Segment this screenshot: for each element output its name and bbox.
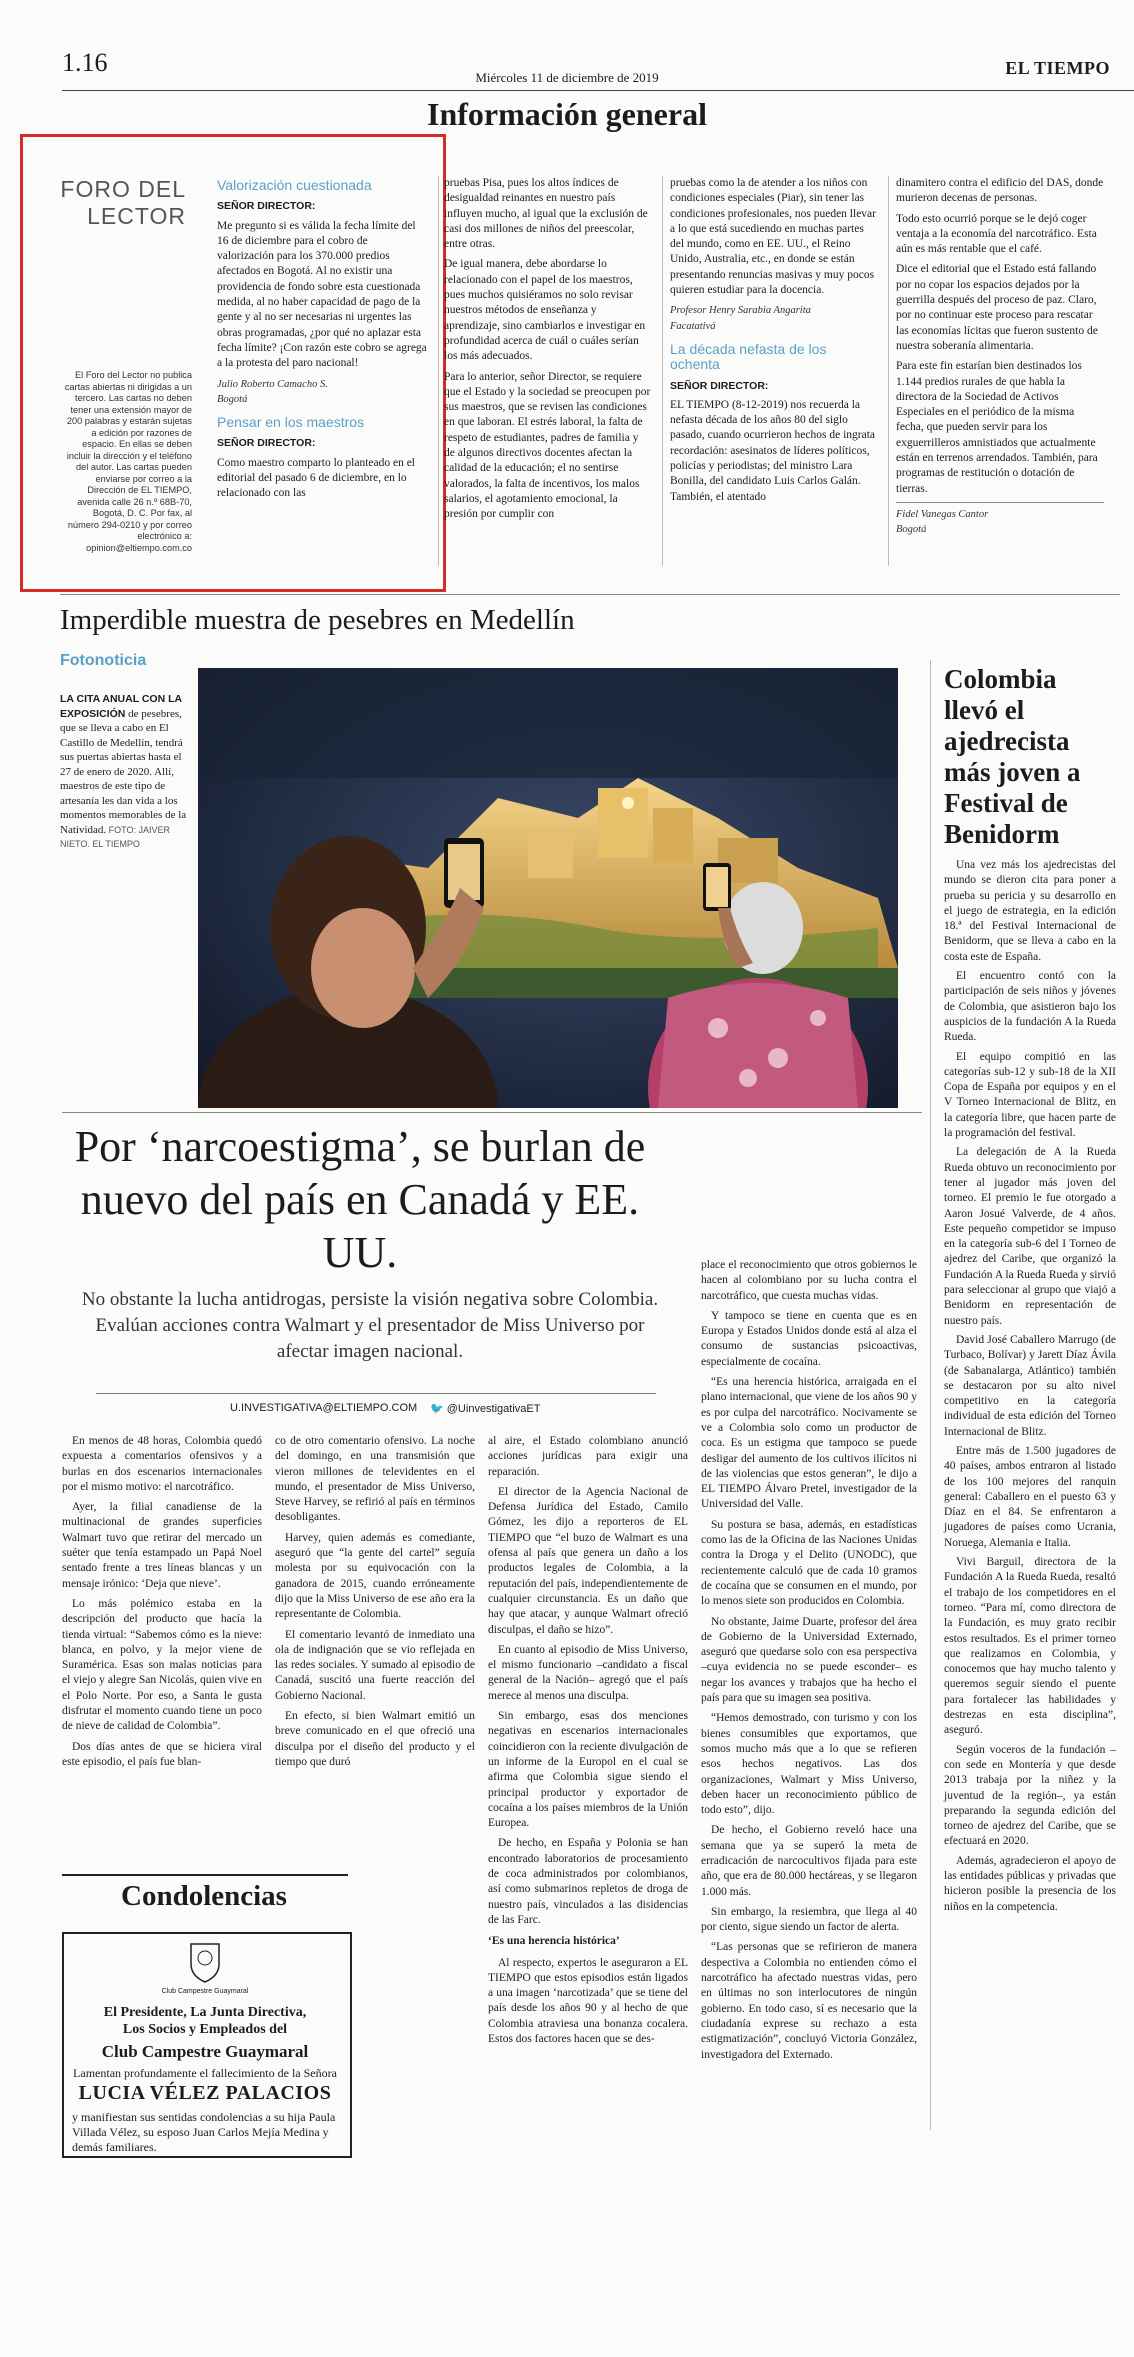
letter-subhead: Pensar en los maestros (217, 414, 365, 431)
club-logo-text: Club Campestre Guaymaral (161, 1988, 249, 1995)
chess-paragraph: Una vez más los ajedrecistas del mundo se dieron cita para poner a prueba su pericia y su desarrollo en el juego de estrategia, en la edición 18.ª del Festival Internacional de Benidorm, que se lleva a cabo en la costa este de España. (944, 859, 1116, 963)
condolence-line: Los Socios y Empleados del (122, 2022, 288, 2037)
narco-paragraph: Y tampoco se tiene en cuenta que es en Europa y Estados Unidos donde está al alza el consumo de sustancias psicoactivas, especialmente de cocaína. (701, 1309, 917, 1368)
club-logo-icon (185, 1940, 225, 1989)
letter-paragraph: Para lo anterior, señor Director, se requiere que el Estado y la sociedad se preocupen por sus maestros, que se revisen las condiciones en que laboran. El estrés laboral, la falta de respeto de estudiantes, padres de familia y de algunos directivos docentes afectan la calidad de la educación; el no sentirse valorados, la falta de incentivos, los malos salarios, el agotamiento emocional, la presión por cumplir con (444, 370, 651, 521)
author-email: U.INVESTIGATIVA@ELTIEMPO.COM (230, 1402, 418, 1414)
twitter-handle: @UinvestigativaET (446, 1403, 541, 1415)
caption-body: de pesebres, que se lleva a cabo en El Castillo de Medellín, tendrá sus puertas abiertas hasta el 27 de enero de 2020. Allí, maestros de este tipo de artesanía les dan vida a los momentos memorables de la Natividad. (60, 707, 187, 836)
narco-paragraph: Ayer, la filial canadiense de la multinacional de grandes superficies Walmart tuvo que retirar del mercado un suéter que tenía estampado un Papá Noel sentado frente a tres líneas blancas y un mensaje irónico: ‘Deja que nieve’. (62, 1501, 262, 1590)
forum-column-1 (217, 176, 427, 507)
narco-paragraph: De hecho, en España y Polonia se han encontrado laboratorios de procesamiento de coca administrados por colombianos, así como submarinos repletos de droga de nuestro país, vinculados a las disidencias de las Farc. (488, 1837, 688, 1926)
photo-caption (60, 692, 188, 852)
condolence-lament: Lamentan profundamente el fallecimiento de la Señora (73, 2066, 337, 2080)
section-title: Información general (427, 96, 707, 132)
narco-column-2 (275, 1434, 475, 1775)
chess-article-body (944, 858, 1116, 1919)
club-name: Club Campestre Guaymaral (101, 2042, 309, 2061)
letter-paragraph: De igual manera, debe abordarse lo relacionado con el papel de los maestros, pues muchos quisiéramos no solo revisar nuestros métodos de enseñanza y aprendizaje, sino cambiarlos e investigar en profundidad acerca de cuál o cuáles serían los más adecuados. (444, 258, 646, 363)
column-divider (438, 176, 439, 566)
narco-paragraph: Su postura se basa, además, en estadísticas como las de la Oficina de las Naciones Unidas contra la Droga y el Delito (UNODC), que recientemente calculó que de cada 10 gramos de cocaína que se consumen en el mundo, por lo menos siete son producidos en Colombia. (701, 1518, 917, 1608)
forum-column-3 (670, 176, 878, 510)
header-rule (62, 90, 1134, 91)
letter-subhead: La década nefasta de los ochenta (670, 340, 827, 373)
column-divider (662, 176, 663, 566)
narco-paragraph: De hecho, el Gobierno reveló hace una semana que ya se superó la meta de erradicación de narcocultivos fijada para este año, que era de 80.000 hectáreas, y se llegaron 1.000 más. (701, 1824, 917, 1898)
narco-paragraph: Al respecto, expertos le aseguraron a EL TIEMPO que estos episodios están ligados a una imagen ‘narcotizada’ que se tiene del país desde los años 90 y al hecho de que Colombia atraviesa una bonanza cocalera. Estos dos factores hacen que se des- (488, 1956, 688, 2045)
fotonoticia-label: Fotonoticia (60, 652, 147, 669)
byline-rule (96, 1393, 656, 1394)
letter-salutation: SEÑOR DIRECTOR: (217, 200, 316, 213)
forum-title: FORO DEL LECTOR (60, 176, 186, 229)
letter-paragraph: pruebas como la de atender a los niños con condiciones especiales (Piar), sin tener las condiciones profesionales, nos pueden llevar a lo que está sucediendo en muchas partes del mundo, como en EE. UU., el Reino Unido, Australia, etc., en donde se están presentando renuncias masivas y muy pocos quieren estudiar para la docencia. (670, 177, 876, 297)
condolences-rule (62, 1874, 348, 1876)
club-crest-icon (185, 1940, 225, 1984)
narco-column-4 (701, 1258, 917, 2068)
narco-paragraph: “Las personas que se refirieron de manera despectiva a Colombia no entienden cómo el narcotráfico ha afectado nuestras vidas, pero en últimas no son interlocutores de ningún gobierno. En todo caso, sí es necesario que la ciudadanía exprese su rechazo a esta estigmatización”, concluyó Victoria González, investigadora del Externado. (701, 1941, 917, 2061)
narco-column-1 (62, 1434, 262, 1775)
letter-paragraph: Todo esto ocurrió porque se le dejó coger ventaja a la economía del narcotráfico. Esta aún es más rentable que el café. (896, 212, 1097, 256)
photo-credit: FOTO: JAIVER NIETO. EL TIEMPO (60, 824, 170, 849)
letter-salutation: SEÑOR DIRECTOR: (217, 437, 316, 450)
narco-subhead: ‘Es una herencia histórica’ (488, 1935, 620, 1948)
chess-paragraph: Vivi Barguil, directora de la Fundación A la Rueda Rueda, resaltó el trabajo de los competidores en el torneo. “Para mí, como directora de la Fundación, es muy grato recibir estos resultados. Es el primer torneo que realizamos en Colombia, y conocemos que hay mucho talento y queremos seguir siendo el puente para fortalecer las habilidades y destrezas en esta disciplina”, aseguró. (944, 1556, 1116, 1737)
narco-paragraph: No obstante, Jaime Duarte, profesor del área de Gobierno de la Universidad Externado, aseguró que quedarse solo con esa perspectiva –cuya evidencia no se puede esconder– es negar los avances y trabajos que ha hecho el país para que su imagen sea positiva. (701, 1615, 917, 1705)
chess-paragraph: Según voceros de la fundación –con sede en Montería y que desde 2013 trabaja por la niñez y la juventud de la región–, ya están preparando la segunda edición del torneo de ajedrez del Caribe, que se efectuará en 2020. (944, 1743, 1116, 1848)
pesebres-headline: Imperdible muestra de pesebres en Medellín (60, 604, 575, 636)
narco-headline: Por ‘narcoestigma’, se burlan de nuevo del país en Canadá y EE. UU. (74, 1122, 646, 1277)
letter-paragraph: Me pregunto si es válida la fecha límite del 16 de diciembre para el cobro de valorización para los 370.000 predios afectados en Bogotá. Al no existir una providencia de fondo sobre esta cuestionada medida, al no haber capacidad de pago de la gente y al no ser necesarias ni urgentes las obras programadas, ¿por qué no aplazar esta fecha límite? ¡Con razón este cobro se agrega a la protesta del paro nacional! (217, 219, 427, 370)
narco-paragraph: En cuanto al episodio de Miss Universo, el mismo funcionario –candidato a fiscal general de la Nación– agregó que el país merece al menos una disculpa. (488, 1643, 688, 1702)
column-divider (930, 660, 931, 2130)
narco-paragraph: place el reconocimiento que otros gobiernos le hacen al colombiano por su lucha contra el narcotráfico, que cuesta muchas vidas. (701, 1259, 917, 1302)
letter-paragraph: Como maestro comparto lo planteado en el editorial del pasado 6 de diciembre, en lo relacionado con las (217, 456, 415, 500)
chess-paragraph: Entre más de 1.500 jugadores de 40 países, ambos entraron al listado de los 100 mejores del ranquin general: Caballero en el puesto 63 y Díaz en el 84. Se enfrentaron a jugadores de países como Ucrania, Noruega, Alemania e Italia. (944, 1444, 1116, 1549)
twitter-icon: 🐦 (430, 1403, 447, 1415)
condolence-line: El Presidente, La Junta Directiva, (103, 2005, 307, 2020)
letter-paragraph: EL TIEMPO (8-12-2019) nos recuerda la nefasta década de los años 80 del siglo pasado, cuando ocurrieron hechos de ingrata recordación: asesinatos de líderes políticos, policías y periodistas; del ministro Lara Bonilla, del candidato Luis Carlos Galán. También, el atentado (670, 398, 876, 503)
letter-subhead: Valorización cuestionada (217, 177, 372, 193)
chess-paragraph: El equipo compitió en las categorías sub-12 y sub-18 de la XII Copa de España por equipos y en el V Torneo Internacional de Blitz, en la categoría libre, que hacen parte de la programación del festival. (944, 1050, 1116, 1140)
narco-paragraph: Dos días antes de que se hiciera viral este episodio, el país fue blan- (62, 1740, 262, 1768)
author-twitter (430, 1402, 540, 1415)
chess-headline: Colombia llevó el ajedrecista más joven a Festival de Benidorm (944, 664, 1081, 849)
letter-paragraph: Para este fin estarían bien destinados los 1.144 predios rurales de que habla la directora de la Sociedad de Activos Especiales en el periódico de la misma fecha, que pueden servir para los exguerrilleros amnistiados que actualmente están en terrenos arrendados. También, para programas de restitución o dotación de tierras. (896, 360, 1098, 495)
letter-signature: Julio Roberto Camacho S. Bogotá (217, 378, 328, 405)
newspaper-brand: EL TIEMPO (1005, 58, 1110, 78)
chess-paragraph: El encuentro contó con la participación de seis niños y jóvenes de Colombia, que asistieron bajo los auspicios de la fundación A la Rueda Rueda. (944, 970, 1116, 1044)
section-rule (62, 1112, 922, 1113)
narco-paragraph: El comentario levantó de inmediato una ola de indignación que se vio reflejada en las redes sociales. Y sumado al episodio de Canadá, suscitó una fuerte reacción del Gobierno Nacional. (275, 1628, 475, 1702)
condolence-body: y manifiestan sus sentidas condolencias a su hija Paula Villada Vélez, su esposo Juan Carlos Mejía Medina y demás familiares. (72, 2110, 336, 2154)
narco-paragraph: al aire, el Estado colombiano anunció acciones jurídicas para exigir una reparación. (488, 1435, 688, 1478)
letter-paragraph: dinamitero contra el edificio del DAS, donde murieron decenas de personas. (896, 177, 1104, 205)
forum-column-2 (444, 176, 652, 528)
letter-signature: Profesor Henry Sarabia Angarita Facatativá (670, 305, 811, 332)
narco-paragraph: Sin embargo, esas dos menciones negativas en escenarios internacionales coincidieron con la reciente divulgación de un informe de la Europol en el cual se afirma que Colombia sigue siendo el principal productor y exportador de cocaína a los países miembros de la Unión Europea. (488, 1710, 688, 1830)
page-number: 1.16 (62, 48, 108, 77)
chess-paragraph: David José Caballero Marrugo (de Turbaco, Bolívar) y Jarett Díaz Ávila (de Sabanalarga, Atlántico) también se destacaron por su alto nivel competitivo en la categoría individual de esta edición del Torneo Internacional de Blitz. (944, 1333, 1116, 1438)
issue-date: Miércoles 11 de diciembre de 2019 (475, 70, 659, 85)
chess-paragraph: La delegación de A la Rueda Rueda obtuvo un reconocimiento por tener al jugador más joven del torneo. El premio le fue otorgado a Aaron Josué Valverde, de 4 años. Este pequeño competidor se impuso en la categoría sub-6 del I Torneo de ajedrez del Caribe, que organizó la Fundación A la Rueda Rueda y sirvió para seleccionar al grupo que viajó a Benidorm en representación de nuestro país. (944, 1146, 1116, 1327)
narco-paragraph: El director de la Agencia Nacional de Defensa Jurídica del Estado, Camilo Gómez, les dijo a reporteros de EL TIEMPO que “el buzo de Walmart es una ofensa al país que genera un daño a los productos legales de Colombia, a la reputación del país, independientemente de cualquier circunstancia. Es un daño que hay que atacar, y aunque Walmart ofreció disculpas, el daño se hizo”. (488, 1485, 688, 1636)
deceased-name: LUCIA VÉLEZ PALACIOS (78, 2082, 332, 2104)
narco-paragraph: co de otro comentario ofensivo. La noche del domingo, en una transmisión que vieron millones de televidentes en el mundo, el presentador de Miss Universo, Steve Harvey, se refirió al país en términos desobligantes. (275, 1435, 475, 1524)
letter-salutation: SEÑOR DIRECTOR: (670, 379, 769, 392)
forum-column-4 (896, 176, 1104, 543)
narco-paragraph: “Es una herencia histórica, arraigada en el plano internacional, que viene de los años 90 y es por culpa del narcotráfico. Nocivamente se ve a Colombia solo como un productor de coca. Es un estigma que tampoco se puede desligar del aumento de los cultivos ilícitos ni de las violencias que estos generan”, le dijo a EL TIEMPO Álvaro Pretel, investigador de la Universidad del Valle. (701, 1376, 917, 1511)
condolences-title: Condolencias (121, 1880, 287, 1912)
narco-column-3 (488, 1434, 688, 2052)
pesebre-photo-illustration (198, 668, 898, 1108)
letter-paragraph: Dice el editorial que el Estado está fallando por no copar los espacios dejados por la guerrilla después del proceso de paz. Claro, por no continuar este proceso para rescatar las economías lícitas que fueron sustento de nuestra soberanía alimentaria. (896, 263, 1098, 352)
narco-deck: No obstante la lucha antidrogas, persiste la visión negativa sobre Colombia. Evalúan acciones contra Walmart y el presentador de Miss Universo por afectar imagen nacional. (81, 1289, 659, 1362)
column-divider (888, 176, 889, 566)
narco-paragraph: Sin embargo, la resiembra, que llega al 40 por ciento, sigue siendo un factor de alerta. (701, 1905, 917, 1934)
chess-paragraph: Además, agradecieron el apoyo de las entidades públicas y privadas que hicieron posible la presencia de los niños en la competencia. (944, 1854, 1116, 1913)
forum-note: El Foro del Lector no publica cartas abiertas ni dirigidas a un tercero. Las cartas no deben tener una extensión mayor de 200 palabras y estarán sujetas a edición por razones de espacio. En ellas se deben incluir la dirección y el teléfono del autor. Las cartas pueden enviarse por correo a la Dirección de EL TIEMPO, avenida calle 26 n.º 68B-70, Bogotá, D. C. Por fax, al número 294-0210 y por correo electrónico a: opinion@eltiempo.com.co (64, 370, 192, 553)
narco-paragraph: Lo más polémico estaba en la descripción del producto que hacía la tienda virtual: “Sabemos cómo es la nieve: blanca, en polvo, y la mejor viene de Suramérica. Esas son malas noticias para el viejo y alegre San Nicolás, quien vive en el Polo Norte. Por eso, a Santa le gusta disfrutar el momento cuando tiene un poco de nieve de calidad de Colombia”. (62, 1597, 262, 1733)
pesebre-photo (198, 668, 898, 1108)
narco-paragraph: Harvey, quien además es comediante, aseguró que “la gente del cartel” seguía molesta por su equivocación con la ganadora de 2015, cuando erróneamente dijo que la Miss Universo de ese año era la representante de Colombia. (275, 1531, 475, 1621)
narco-paragraph: “Hemos demostrado, con turismo y con los bienes consumibles que exportamos, que somos mucho más que a lo que se refieren esos hechos negativos. Las dos organizaciones, Walmart y Miss Universo, deben hacer un reconocimiento público de todo esto”, dijo. (701, 1712, 917, 1817)
caption-lead: LA CITA ANUAL CON LA EXPOSICIÓN (60, 693, 182, 720)
narco-paragraph: En menos de 48 horas, Colombia quedó expuesta a comentarios ofensivos y a burlas en dos escenarios internacionales por el mismo motivo: el narcotráfico. (62, 1435, 262, 1493)
letter-signature: Fidel Vanegas Cantor Bogotá (896, 502, 1104, 538)
section-rule (60, 594, 1120, 595)
narco-paragraph: En efecto, si bien Walmart emitió un breve comunicado en el que ofreció una disculpa por el diseño del producto y el tiempo que duró (275, 1710, 475, 1768)
letter-paragraph: pruebas Pisa, pues los altos índices de desigualdad reinantes en nuestro país influyen mucho, al igual que la exclusión de casi dos millones de niños del preescolar, entre otras. (444, 177, 648, 251)
